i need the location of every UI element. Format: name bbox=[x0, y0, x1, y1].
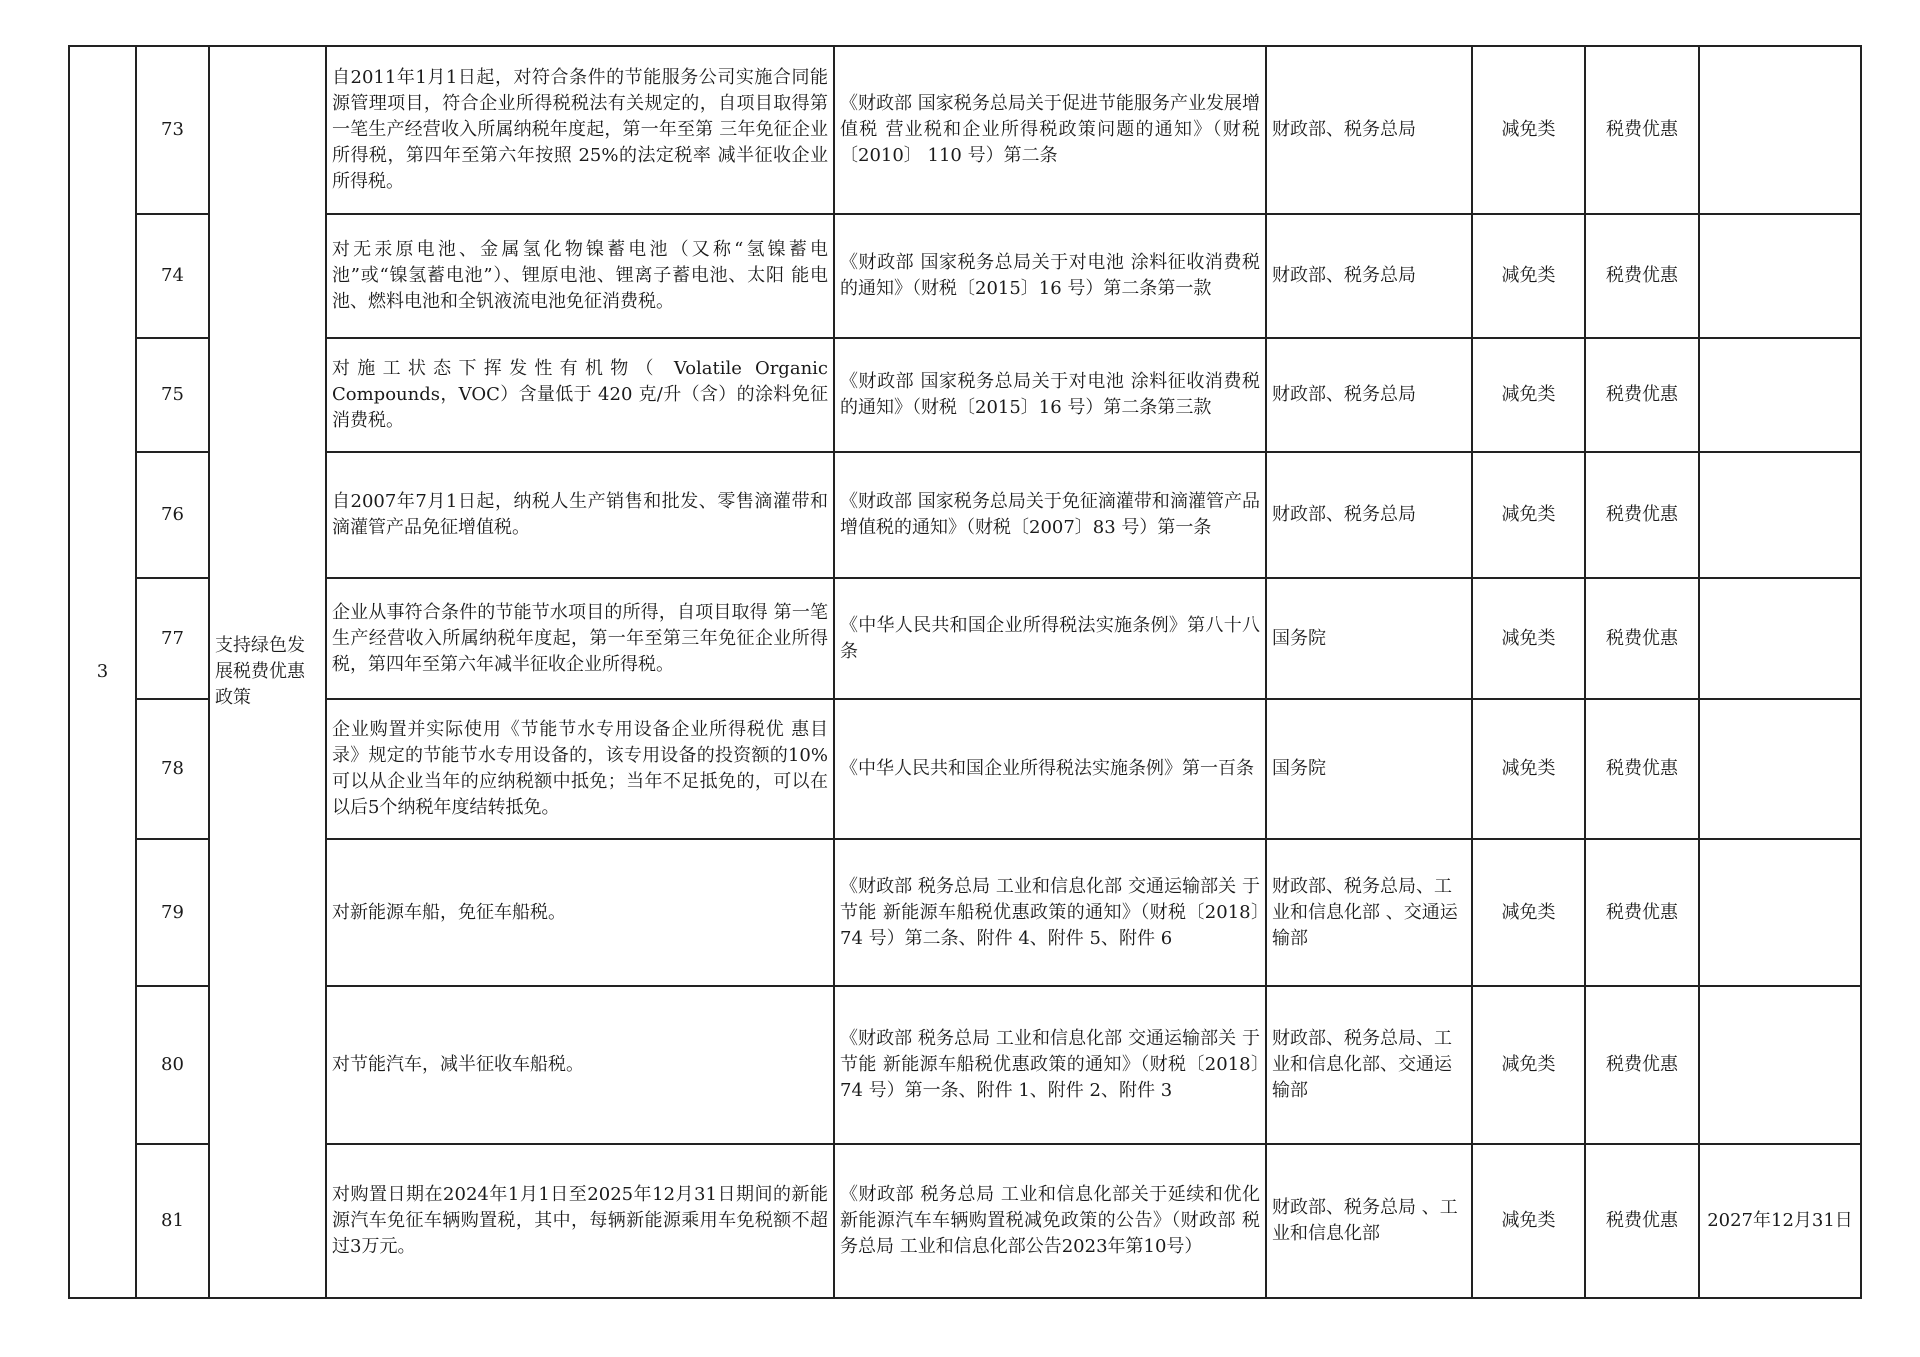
policy-deadline bbox=[1699, 214, 1861, 338]
row-number: 73 bbox=[136, 46, 209, 214]
policy-content: 企业购置并实际使用《节能节水专用设备企业所得税优 惠目录》规定的节能节水专用设备的，该专用设备的投资额的10%可以从企业当年的应纳税额中抵免；当年不足抵免的，可以在以后5个纳税年度结转抵免。 bbox=[326, 699, 834, 839]
issuing-agency: 国务院 bbox=[1266, 699, 1472, 839]
issuing-agency: 财政部、税务总局 bbox=[1266, 452, 1472, 578]
policy-category: 支持绿色发展税费优惠政策 bbox=[209, 46, 326, 1298]
table-row bbox=[69, 986, 1861, 1144]
table-row bbox=[69, 46, 1861, 214]
issuing-agency: 财政部、税务总局 bbox=[1266, 214, 1472, 338]
row-number: 75 bbox=[136, 338, 209, 452]
row-number: 77 bbox=[136, 578, 209, 699]
policy-deadline: 2027年12月31日 bbox=[1699, 1144, 1861, 1298]
policy-basis: 《财政部 国家税务总局关于对电池 涂料征收消费税 的通知》（财税〔2015〕16 号）第二条第三款 bbox=[834, 338, 1266, 452]
policy-deadline bbox=[1699, 986, 1861, 1144]
table-row bbox=[69, 839, 1861, 986]
table-row bbox=[69, 578, 1861, 699]
policy-kind: 税费优惠 bbox=[1585, 338, 1699, 452]
policy-basis: 《中华人民共和国企业所得税法实施条例》第一百条 bbox=[834, 699, 1266, 839]
policy-deadline bbox=[1699, 699, 1861, 839]
row-number: 74 bbox=[136, 214, 209, 338]
table-row bbox=[69, 214, 1861, 338]
policy-type: 减免类 bbox=[1472, 986, 1585, 1144]
row-number: 76 bbox=[136, 452, 209, 578]
policy-content: 对购置日期在2024年1月1日至2025年12月31日期间的新能源汽车免征车辆购置税，其中，每辆新能源乘用车免税额不超过3万元。 bbox=[326, 1144, 834, 1298]
row-number: 79 bbox=[136, 839, 209, 986]
table-row bbox=[69, 452, 1861, 578]
policy-deadline bbox=[1699, 578, 1861, 699]
tax-policy-table bbox=[68, 45, 1862, 1299]
group-number: 3 bbox=[69, 46, 136, 1298]
table-row bbox=[69, 338, 1861, 452]
policy-basis: 《财政部 税务总局 工业和信息化部关于延续和优化新能源汽车车辆购置税减免政策的公告》（财政部 税务总局 工业和信息化部公告2023年第10号） bbox=[834, 1144, 1266, 1298]
issuing-agency: 财政部、税务总局、工业和信息化部 、交通运输部 bbox=[1266, 839, 1472, 986]
policy-basis: 《财政部 国家税务总局关于免征滴灌带和滴灌管产品 增值税的通知》（财税〔2007〕83 号）第一条 bbox=[834, 452, 1266, 578]
policy-basis: 《财政部 国家税务总局关于促进节能服务产业发展增 值税 营业税和企业所得税政策问题的通知》（财税〔2010〕 110 号）第二条 bbox=[834, 46, 1266, 214]
policy-basis: 《财政部 税务总局 工业和信息化部 交通运输部关 于节能 新能源车船税优惠政策的通知》（财税〔2018〕74 号）第一条、附件 1、附件 2、附件 3 bbox=[834, 986, 1266, 1144]
policy-content: 自2011年1月1日起，对符合条件的节能服务公司实施合同能源管理项目，符合企业所得税税法有关规定的，自项目取得第一笔生产经营收入所属纳税年度起，第一年至第 三年免征企业所得税，第四年至第六年按照 25%的法定税率 减半征收企业所得税。 bbox=[326, 46, 834, 214]
row-number: 78 bbox=[136, 699, 209, 839]
policy-kind: 税费优惠 bbox=[1585, 1144, 1699, 1298]
policy-type: 减免类 bbox=[1472, 839, 1585, 986]
policy-type: 减免类 bbox=[1472, 214, 1585, 338]
row-number: 81 bbox=[136, 1144, 209, 1298]
policy-content: 自2007年7月1日起，纳税人生产销售和批发、零售滴灌带和滴灌管产品免征增值税。 bbox=[326, 452, 834, 578]
policy-basis: 《财政部 国家税务总局关于对电池 涂料征收消费税 的通知》（财税〔2015〕16 号）第二条第一款 bbox=[834, 214, 1266, 338]
policy-type: 减免类 bbox=[1472, 578, 1585, 699]
policy-kind: 税费优惠 bbox=[1585, 578, 1699, 699]
policy-kind: 税费优惠 bbox=[1585, 986, 1699, 1144]
table-row bbox=[69, 699, 1861, 839]
policy-kind: 税费优惠 bbox=[1585, 839, 1699, 986]
issuing-agency: 财政部、税务总局 、工业和信息化部 bbox=[1266, 1144, 1472, 1298]
policy-type: 减免类 bbox=[1472, 338, 1585, 452]
policy-kind: 税费优惠 bbox=[1585, 214, 1699, 338]
policy-type: 减免类 bbox=[1472, 452, 1585, 578]
table-row bbox=[69, 1144, 1861, 1298]
policy-basis: 《财政部 税务总局 工业和信息化部 交通运输部关 于节能 新能源车船税优惠政策的通知》（财税〔2018〕74 号）第二条、附件 4、附件 5、附件 6 bbox=[834, 839, 1266, 986]
policy-deadline bbox=[1699, 46, 1861, 214]
issuing-agency: 财政部、税务总局、工业和信息化部、交通运输部 bbox=[1266, 986, 1472, 1144]
policy-content: 企业从事符合条件的节能节水项目的所得，自项目取得 第一笔生产经营收入所属纳税年度起，第一年至第三年免征企业所得税，第四年至第六年减半征收企业所得税。 bbox=[326, 578, 834, 699]
policy-type: 减免类 bbox=[1472, 1144, 1585, 1298]
policy-kind: 税费优惠 bbox=[1585, 46, 1699, 214]
policy-content: 对无汞原电池、金属氢化物镍蓄电池（又称“氢镍蓄电 池”或“镍氢蓄电池”）、锂原电池、锂离子蓄电池、太阳 能电池、燃料电池和全钒液流电池免征消费税。 bbox=[326, 214, 834, 338]
policy-deadline bbox=[1699, 839, 1861, 986]
policy-content: 对节能汽车，减半征收车船税。 bbox=[326, 986, 834, 1144]
row-number: 80 bbox=[136, 986, 209, 1144]
policy-kind: 税费优惠 bbox=[1585, 452, 1699, 578]
issuing-agency: 财政部、税务总局 bbox=[1266, 46, 1472, 214]
issuing-agency: 财政部、税务总局 bbox=[1266, 338, 1472, 452]
policy-content: 对施工状态下挥发性有机物（ Volatile Organic Compounds，VOC）含量低于 420 克/升（含）的涂料免征消费税。 bbox=[326, 338, 834, 452]
policy-deadline bbox=[1699, 338, 1861, 452]
policy-content: 对新能源车船，免征车船税。 bbox=[326, 839, 834, 986]
policy-kind: 税费优惠 bbox=[1585, 699, 1699, 839]
policy-deadline bbox=[1699, 452, 1861, 578]
policy-type: 减免类 bbox=[1472, 46, 1585, 214]
issuing-agency: 国务院 bbox=[1266, 578, 1472, 699]
policy-type: 减免类 bbox=[1472, 699, 1585, 839]
policy-basis: 《中华人民共和国企业所得税法实施条例》第八十八 条 bbox=[834, 578, 1266, 699]
